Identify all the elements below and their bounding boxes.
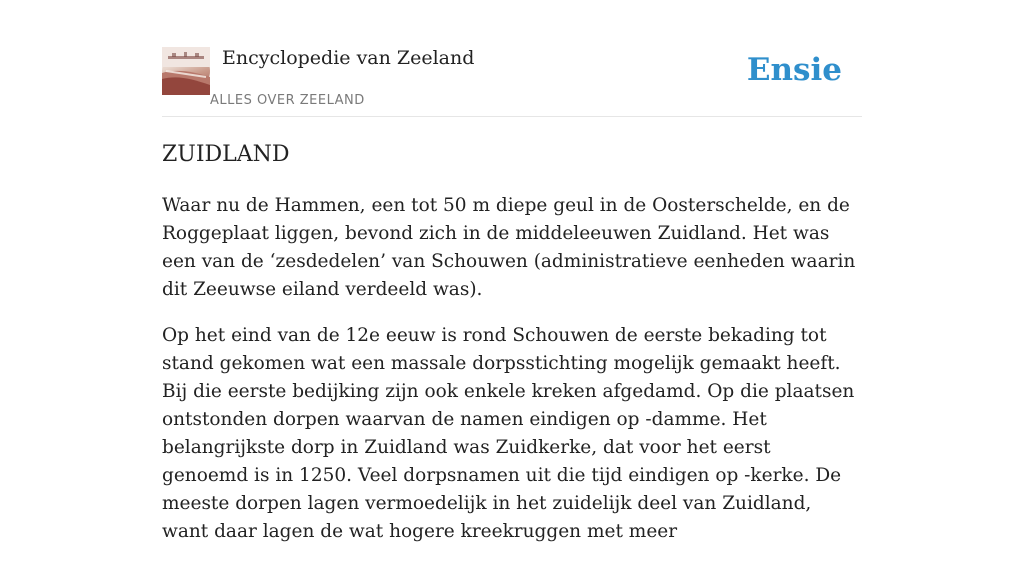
- article-body: [162, 192, 862, 564]
- article-paragraph-1: Waar nu de Hammen, een tot 50 m diepe geul in de Oosterschelde, en de Roggeplaat liggen, bevond zich in de middeleeuwen Zuidland. Het was een van de ‘zesdedelen’ van Schouwen (administratieve eenheden waarin dit Zeeuwse eiland verdeeld was).: [162, 195, 856, 300]
- ensie-logo-link[interactable]: Ensie: [746, 52, 842, 88]
- article-title: ZUIDLAND: [162, 142, 290, 167]
- site-subtitle: ALLES OVER ZEELAND: [210, 93, 365, 108]
- site-title[interactable]: Encyclopedie van Zeeland: [222, 47, 475, 69]
- site-header: [162, 0, 862, 117]
- article-paragraph-2: Op het eind van de 12e eeuw is rond Schouwen de eerste bekading tot stand gekomen wat een massale dorpsstichting mogelijk gemaakt heeft. Bij die eerste bedijking zijn ook enkele kreken afgedamd. Op die plaatsen ontstonden dorpen waarvan de namen eindigen op -damme. Het belangrijkste dorp in Zuidland was Zuidkerke, dat voor het eerst genoemd is in 1250. Veel dorpsnamen uit die tijd eindigen op -kerke. De meeste dorpen lagen vermoedelijk in het zuidelijk deel van Zuidland, want daar lagen de wat hogere kreekruggen met meer: [162, 325, 855, 542]
- site-avatar[interactable]: [162, 47, 210, 95]
- avatar-image-icon: [162, 47, 210, 95]
- content-container: [162, 0, 862, 542]
